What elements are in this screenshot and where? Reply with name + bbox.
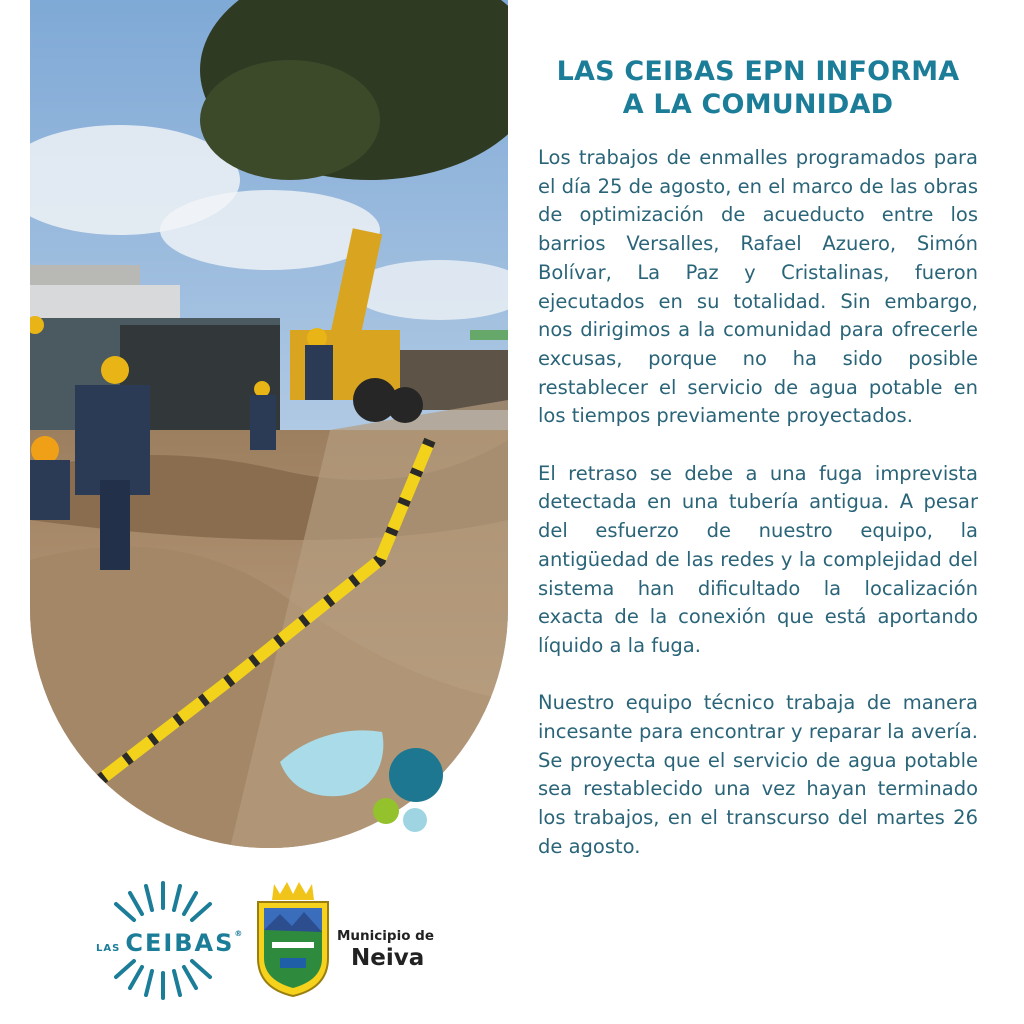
title-line-2: A LA COMUNIDAD bbox=[622, 89, 894, 120]
ceibas-logo-small: LAS bbox=[96, 943, 121, 954]
ceibas-logo-big: CEIBAS bbox=[125, 929, 235, 957]
municipio-line-1: Municipio de bbox=[337, 928, 434, 944]
paragraph-2: El retraso se debe a una fuga imprevista detectada en una tubería antigua. A pesar del esfuerzo de nuestro equipo, la antigüedad de las redes y la complejidad del sistema han dificultado la localización exacta de la conexión que está aportando líquido a la fuga. bbox=[538, 461, 978, 657]
paragraph-3: Nuestro equipo técnico trabaja de manera incesante para encontrar y reparar la avería. Se proyecta que el servicio de agua potable sea restablecido una vez hayan terminado los trabajos, en el transcurso del martes 26 de agosto. bbox=[538, 691, 978, 858]
neiva-shield-icon bbox=[254, 880, 332, 998]
page-title bbox=[528, 55, 988, 121]
ceibas-logo-mark: ® bbox=[234, 929, 243, 938]
light-blue-circle bbox=[403, 808, 427, 832]
construction-photo bbox=[30, 0, 508, 848]
water-drop-icon bbox=[278, 730, 386, 798]
municipio-logo-text bbox=[337, 928, 434, 971]
paragraph-1: Los trabajos de enmalles programados para el día 25 de agosto, en el marco de las obras de optimización de acueducto entre los barrios Versalles, Rafael Azuero, Simón Bolívar, La Paz y Cristalinas, fueron ejecutados en su totalidad. Sin embargo, nos dirigimos a la comunidad para ofrecerle excusas, porque no ha sido posible restablecer el servicio de agua potable en los tiempos previamente proyectados. bbox=[538, 146, 978, 428]
announcement-body bbox=[538, 144, 978, 890]
title-line-1: LAS CEIBAS EPN INFORMA bbox=[556, 56, 960, 87]
municipio-line-2: Neiva bbox=[351, 945, 425, 971]
ceibas-logo-text bbox=[96, 929, 242, 957]
teal-circle bbox=[389, 748, 443, 802]
green-circle bbox=[373, 798, 399, 824]
